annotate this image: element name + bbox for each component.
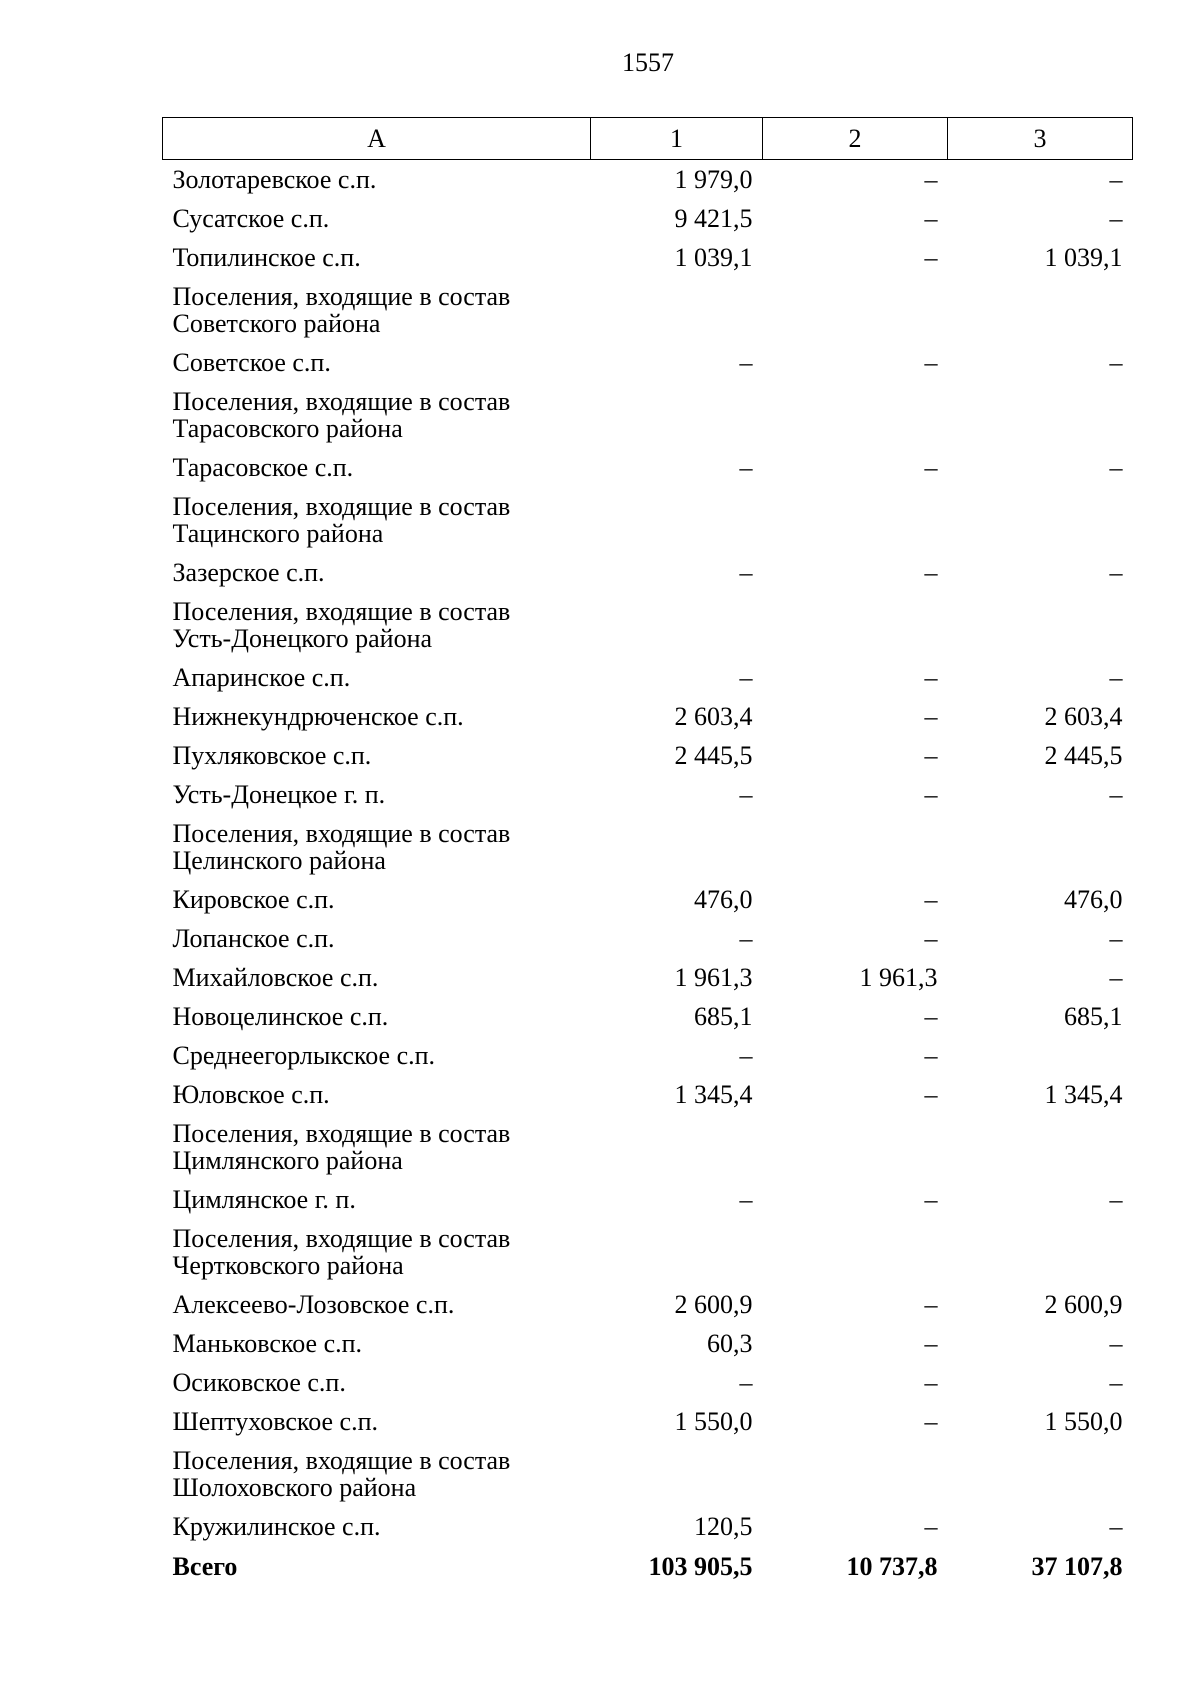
value-col-1: – xyxy=(739,1040,753,1070)
empty-cell xyxy=(591,1444,763,1510)
empty-cell xyxy=(591,595,763,661)
settlement-name: Новоцелинское с.п. xyxy=(172,1001,389,1031)
value-col-3: 1 345,4 xyxy=(1044,1079,1123,1109)
group-header-label xyxy=(163,1117,591,1183)
empty-cell xyxy=(763,1222,948,1288)
empty-cell xyxy=(763,490,948,556)
group-header-line1: Поселения, входящие в состав xyxy=(172,386,511,416)
settlement-name: Алексеево-Лозовское с.п. xyxy=(172,1289,455,1319)
group-header-line2: Целинского района xyxy=(172,845,386,875)
value-col-2: 10 737,8 xyxy=(846,1551,938,1581)
group-header-row xyxy=(163,385,1133,451)
settlement-name: Шептуховское с.п. xyxy=(172,1406,378,1436)
settlement-name: Советское с.п. xyxy=(172,347,331,377)
group-header-line2: Усть-Донецкого района xyxy=(172,623,433,653)
value-col-2: – xyxy=(924,452,938,482)
header-col-a: А xyxy=(163,118,591,160)
group-header-line1: Поселения, входящие в состав xyxy=(172,818,511,848)
value-col-2: – xyxy=(924,203,938,233)
group-header-label xyxy=(163,280,591,346)
settlement-name: Маньковское с.п. xyxy=(172,1328,363,1358)
group-header-label xyxy=(163,595,591,661)
value-col-2: – xyxy=(924,1367,938,1397)
table-row xyxy=(163,202,1133,241)
group-header-label xyxy=(163,1444,591,1510)
settlement-name: Кировское с.п. xyxy=(172,884,335,914)
table-row xyxy=(163,451,1133,490)
value-col-2: – xyxy=(924,165,938,194)
group-header-row xyxy=(163,817,1133,883)
value-col-1: 476,0 xyxy=(694,884,753,914)
value-col-1: – xyxy=(739,1184,753,1214)
value-col-1: 1 039,1 xyxy=(674,242,753,272)
value-col-3: 2 603,4 xyxy=(1044,701,1123,731)
settlement-name: Михайловское с.п. xyxy=(172,962,379,992)
group-header-line1: Поселения, входящие в состав xyxy=(172,1118,511,1148)
table-row xyxy=(163,1078,1133,1117)
value-col-1: 2 600,9 xyxy=(674,1289,753,1319)
value-col-1: 2 603,4 xyxy=(674,701,753,731)
value-col-1: 103 905,5 xyxy=(648,1551,753,1581)
budget-table xyxy=(162,117,1133,1589)
settlement-name: Кружилинское с.п. xyxy=(172,1511,381,1541)
group-header-label xyxy=(163,817,591,883)
value-col-3: – xyxy=(1109,923,1123,953)
settlement-name: Апаринское с.п. xyxy=(172,662,351,692)
settlement-name: Сусатское с.п. xyxy=(172,203,330,233)
value-col-1: 1 979,0 xyxy=(674,165,753,194)
value-col-3: – xyxy=(1109,962,1123,992)
value-col-3: 2 445,5 xyxy=(1044,740,1123,770)
value-col-2: – xyxy=(924,740,938,770)
group-header-row xyxy=(163,280,1133,346)
value-col-2: – xyxy=(924,779,938,809)
value-col-3: – xyxy=(1109,347,1123,377)
value-col-2: – xyxy=(924,242,938,272)
value-col-2: – xyxy=(924,1079,938,1109)
value-col-3: 1 039,1 xyxy=(1044,242,1123,272)
value-col-1: 2 445,5 xyxy=(674,740,753,770)
page-number: 1557 xyxy=(622,48,674,77)
value-col-1: – xyxy=(739,662,753,692)
value-col-3: – xyxy=(1109,203,1123,233)
empty-cell xyxy=(763,280,948,346)
group-header-row xyxy=(163,1222,1133,1288)
settlement-name: Цимлянское г. п. xyxy=(172,1184,356,1214)
value-col-1: 120,5 xyxy=(694,1511,753,1541)
value-col-2: – xyxy=(924,1406,938,1436)
empty-cell xyxy=(763,1444,948,1510)
value-col-1: 9 421,5 xyxy=(674,203,753,233)
value-col-3: 37 107,8 xyxy=(1031,1551,1123,1581)
group-header-row xyxy=(163,490,1133,556)
group-header-label xyxy=(163,385,591,451)
settlement-name: Юловское с.п. xyxy=(172,1079,330,1109)
empty-cell xyxy=(591,490,763,556)
empty-cell xyxy=(948,1117,1133,1183)
settlement-name: Топилинское с.п. xyxy=(172,242,361,272)
group-header-line1: Поселения, входящие в состав xyxy=(172,281,511,311)
value-col-1: – xyxy=(739,923,753,953)
value-col-3: – xyxy=(1109,557,1123,587)
value-col-1: 1 961,3 xyxy=(674,962,753,992)
value-col-3: 2 600,9 xyxy=(1044,1289,1123,1319)
empty-cell xyxy=(763,1117,948,1183)
table-row xyxy=(163,700,1133,739)
value-col-1: – xyxy=(739,452,753,482)
value-col-3: – xyxy=(1109,452,1123,482)
value-col-1: 685,1 xyxy=(694,1001,753,1031)
group-header-line2: Тарасовского района xyxy=(172,413,403,443)
empty-cell xyxy=(948,1444,1133,1510)
settlement-name: Усть-Донецкое г. п. xyxy=(172,779,386,809)
group-header-line1: Поселения, входящие в состав xyxy=(172,596,511,626)
group-header-line1: Поселения, входящие в состав xyxy=(172,491,511,521)
value-col-1: – xyxy=(739,1367,753,1397)
value-col-3: 685,1 xyxy=(1064,1001,1123,1031)
value-col-2: – xyxy=(924,923,938,953)
value-col-3: 1 550,0 xyxy=(1044,1406,1123,1436)
settlement-name: Нижнекундрюченское с.п. xyxy=(172,701,464,731)
value-col-1: – xyxy=(739,347,753,377)
value-col-2: 1 961,3 xyxy=(859,962,938,992)
value-col-3 xyxy=(948,1039,1133,1078)
empty-cell xyxy=(948,595,1133,661)
value-col-2: – xyxy=(924,1184,938,1214)
table-row xyxy=(163,1288,1133,1327)
table-row xyxy=(163,961,1133,1000)
empty-cell xyxy=(591,817,763,883)
table-row xyxy=(163,1510,1133,1549)
header-col-2: 2 xyxy=(763,118,948,160)
empty-cell xyxy=(591,280,763,346)
group-header-label xyxy=(163,490,591,556)
value-col-2: – xyxy=(924,557,938,587)
table-row xyxy=(163,1183,1133,1222)
value-col-1: 1 345,4 xyxy=(674,1079,753,1109)
group-header-line2: Советского района xyxy=(172,308,381,338)
table-row xyxy=(163,661,1133,700)
settlement-name: Осиковское с.п. xyxy=(172,1367,346,1397)
empty-cell xyxy=(591,1117,763,1183)
group-header-line2: Шолоховского района xyxy=(172,1472,417,1502)
value-col-1: – xyxy=(739,779,753,809)
group-header-label xyxy=(163,1222,591,1288)
value-col-3: – xyxy=(1109,165,1123,194)
value-col-1: 60,3 xyxy=(707,1328,753,1358)
table-row xyxy=(163,1039,1133,1078)
group-header-row xyxy=(163,1117,1133,1183)
table-row xyxy=(163,1327,1133,1366)
empty-cell xyxy=(591,385,763,451)
table-row xyxy=(163,1000,1133,1039)
table-row xyxy=(163,1366,1133,1405)
empty-cell xyxy=(948,817,1133,883)
value-col-2: – xyxy=(924,1040,938,1070)
value-col-1: 1 550,0 xyxy=(674,1406,753,1436)
header-col-3: 3 xyxy=(948,118,1133,160)
settlement-name: Пухляковское с.п. xyxy=(172,740,372,770)
group-header-line2: Тацинского района xyxy=(172,518,384,548)
table-row xyxy=(163,883,1133,922)
table-row xyxy=(163,556,1133,595)
empty-cell xyxy=(948,490,1133,556)
settlement-name: Лопанское с.п. xyxy=(172,923,335,953)
empty-cell xyxy=(591,1222,763,1288)
table-body xyxy=(163,160,1133,1589)
group-header-row xyxy=(163,595,1133,661)
table-row xyxy=(163,241,1133,280)
empty-cell xyxy=(948,280,1133,346)
value-col-2: – xyxy=(924,884,938,914)
value-col-3: – xyxy=(1109,1328,1123,1358)
group-header-line2: Цимлянского района xyxy=(172,1145,403,1175)
budget-table-container xyxy=(162,117,1132,1589)
empty-cell xyxy=(763,817,948,883)
value-col-2: – xyxy=(924,701,938,731)
value-col-2: – xyxy=(924,1328,938,1358)
header-col-1: 1 xyxy=(591,118,763,160)
table-row xyxy=(163,922,1133,961)
value-col-3: 476,0 xyxy=(1064,884,1123,914)
value-col-3: – xyxy=(1109,1511,1123,1541)
value-col-2: – xyxy=(924,1289,938,1319)
value-col-3: – xyxy=(1109,1184,1123,1214)
settlement-name: Золотаревское с.п. xyxy=(172,165,377,194)
value-col-3: – xyxy=(1109,662,1123,692)
group-header-row xyxy=(163,1444,1133,1510)
total-label: Всего xyxy=(172,1551,238,1581)
value-col-2: – xyxy=(924,1001,938,1031)
value-col-2: – xyxy=(924,347,938,377)
empty-cell xyxy=(763,385,948,451)
empty-cell xyxy=(763,595,948,661)
value-col-2: – xyxy=(924,1511,938,1541)
settlement-name: Тарасовское с.п. xyxy=(172,452,354,482)
group-header-line2: Чертковского района xyxy=(172,1250,404,1280)
table-row xyxy=(163,1405,1133,1444)
total-row xyxy=(163,1549,1133,1589)
group-header-line1: Поселения, входящие в состав xyxy=(172,1445,511,1475)
value-col-2: – xyxy=(924,662,938,692)
table-header xyxy=(163,118,1133,160)
table-row xyxy=(163,160,1133,202)
empty-cell xyxy=(948,1222,1133,1288)
empty-cell xyxy=(948,385,1133,451)
value-col-3: – xyxy=(1109,1367,1123,1397)
header-row xyxy=(163,118,1133,160)
table-row xyxy=(163,346,1133,385)
value-col-1: – xyxy=(739,557,753,587)
settlement-name: Зазерское с.п. xyxy=(172,557,325,587)
table-row xyxy=(163,739,1133,778)
value-col-3: – xyxy=(1109,779,1123,809)
settlement-name: Среднеегорлыкское с.п. xyxy=(172,1040,436,1070)
group-header-line1: Поселения, входящие в состав xyxy=(172,1223,511,1253)
table-row xyxy=(163,778,1133,817)
